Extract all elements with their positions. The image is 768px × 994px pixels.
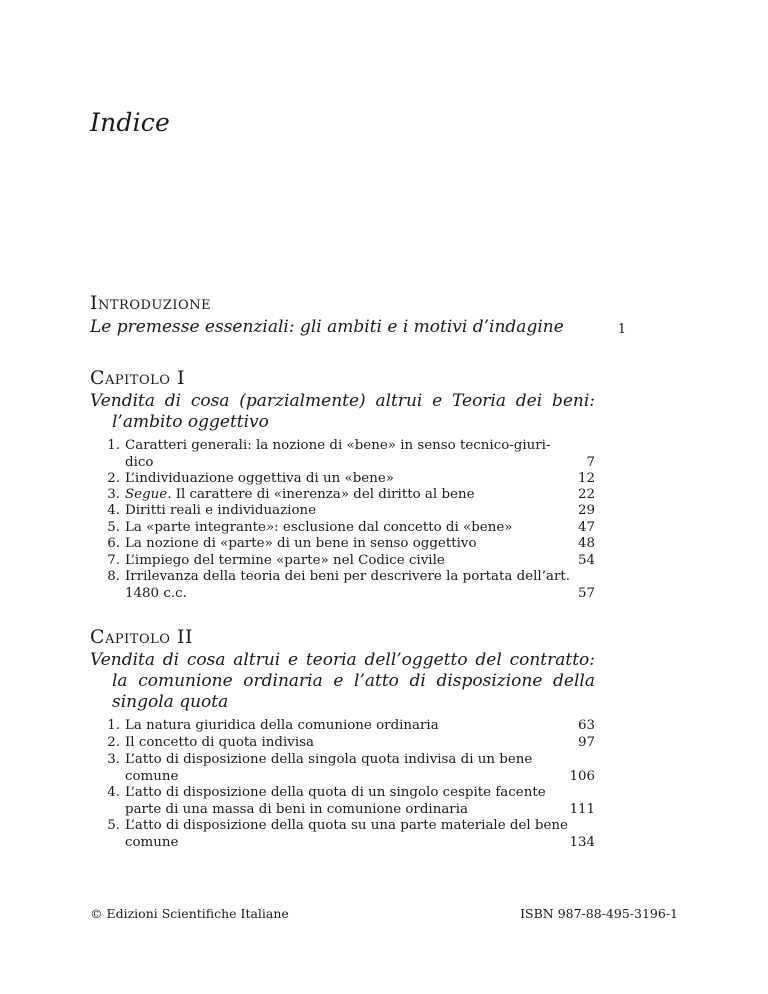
entry-number: 7.	[107, 553, 120, 568]
footer-isbn: ISBN 987-88-495-3196-1	[520, 906, 678, 921]
toc-entry	[98, 487, 595, 504]
chapter2-title	[90, 650, 595, 713]
toc-entry	[98, 569, 595, 602]
entry-page: 29	[577, 503, 595, 518]
chapter2-title-line3: singola quota	[112, 692, 229, 712]
intro-title: Le premesse essenziali: gli ambiti e i motivi d’indagine	[90, 317, 564, 337]
entry-page: 12	[577, 471, 595, 486]
entry-text: Diritti reali e individuazione	[125, 503, 317, 518]
entry-number: 6.	[107, 536, 120, 551]
entry-page: 63	[577, 718, 595, 733]
entry-text-cont: parte di una massa di beni in comunione ordinaria	[125, 801, 468, 817]
entry-page: 7	[586, 454, 595, 470]
chapter1-title	[90, 391, 595, 433]
entry-text: La nozione di «parte» di un bene in senso oggettivo	[125, 536, 477, 551]
entry-text-cont: comune	[125, 768, 179, 784]
toc-entry	[98, 520, 595, 537]
chapter1-label: Capitolo I	[90, 367, 185, 389]
entry-text: Caratteri generali: la nozione di «bene» in senso tecnico-giuri-	[125, 438, 551, 453]
chapter2-title-line2: la comunione ordinaria e l’atto di disposizione della	[112, 671, 595, 691]
entry-number: 3.	[107, 752, 120, 767]
intro-page: 1	[617, 322, 626, 337]
chapter2-title-line1: Vendita di cosa altrui e teoria dell’oggetto del contratto:	[90, 650, 595, 670]
entry-text: L’individuazione oggettiva di un «bene»	[125, 471, 394, 486]
entry-text-cont: comune	[125, 834, 179, 850]
entry-page: 106	[569, 768, 595, 784]
entry-text: . Il carattere di «inerenza» del diritto al bene	[167, 487, 475, 502]
chapter1-title-line2: l’ambito oggettivo	[112, 412, 269, 432]
entry-number: 5.	[107, 520, 120, 535]
entry-text: L’atto di disposizione della quota su una parte materiale del bene	[125, 818, 568, 833]
toc-entry	[98, 718, 595, 735]
chapter2-label: Capitolo II	[90, 626, 193, 648]
toc-entry	[98, 785, 595, 818]
toc-entry	[98, 503, 595, 520]
entry-text: L’atto di disposizione della quota di un singolo cespite facente	[125, 785, 546, 800]
entry-text: Irrilevanza della teoria dei beni per descrivere la portata dell’art.	[125, 569, 570, 584]
entry-text: La natura giuridica della comunione ordinaria	[125, 718, 439, 733]
toc-entry	[98, 471, 595, 488]
entry-number: 2.	[107, 471, 120, 486]
entry-text-cont: 1480 c.c.	[125, 585, 187, 601]
chapter1-title-line1: Vendita di cosa (parzialmente) altrui e Teoria dei beni:	[90, 391, 595, 411]
toc-entry	[98, 735, 595, 752]
entry-page: 97	[577, 735, 595, 750]
intro-label: Introduzione	[90, 292, 212, 314]
entry-number: 3.	[107, 487, 120, 502]
entry-text-cont: dico	[125, 454, 154, 470]
toc-entry	[98, 752, 595, 785]
entry-text: L’impiego del termine «parte» nel Codice civile	[125, 553, 445, 568]
entry-page: 22	[577, 487, 595, 502]
toc-entry	[98, 553, 595, 570]
toc-entry	[98, 818, 595, 851]
entry-text: L’atto di disposizione della singola quota indivisa di un bene	[125, 752, 533, 767]
entry-number: 4.	[107, 785, 120, 800]
entry-page: 47	[577, 520, 595, 535]
entry-number: 2.	[107, 735, 120, 750]
footer-publisher: © Edizioni Scientifiche Italiane	[90, 906, 289, 921]
page-title: Indice	[90, 108, 170, 137]
toc-entry	[98, 438, 595, 471]
entry-page: 134	[569, 834, 595, 850]
entry-page: 48	[577, 536, 595, 551]
entry-page: 54	[577, 553, 595, 568]
entry-page: 111	[569, 801, 595, 817]
entry-number: 8.	[107, 569, 120, 584]
entry-number: 1.	[107, 438, 120, 453]
entry-text-italic: Segue	[125, 487, 168, 502]
entry-page: 57	[577, 585, 595, 601]
entry-text: Il concetto di quota indivisa	[125, 735, 314, 750]
entry-text: La «parte integrante»: esclusione dal concetto di «bene»	[125, 520, 513, 535]
toc-entry	[98, 536, 595, 553]
entry-number: 1.	[107, 718, 120, 733]
entry-number: 4.	[107, 503, 120, 518]
entry-number: 5.	[107, 818, 120, 833]
